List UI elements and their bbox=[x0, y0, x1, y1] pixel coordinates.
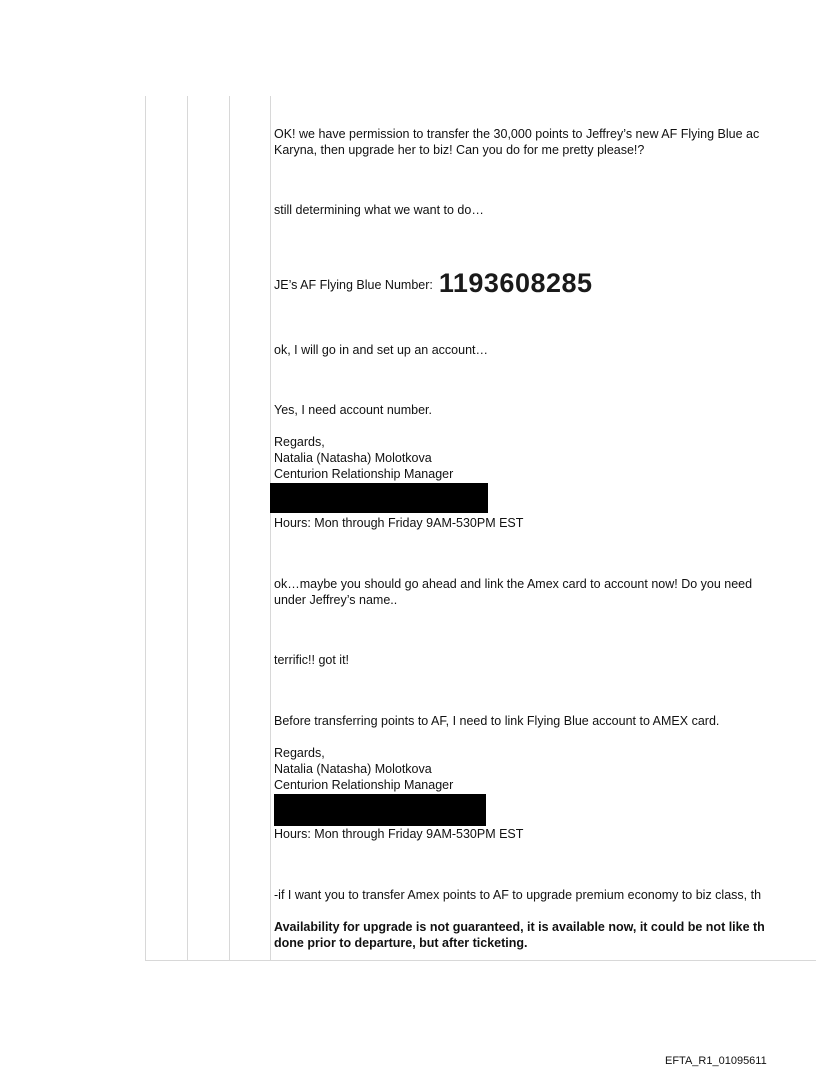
signature-regards: Regards, bbox=[274, 746, 325, 760]
signature-title: Centurion Relationship Manager bbox=[274, 467, 454, 481]
table-column-divider bbox=[229, 96, 230, 960]
table-border-bottom bbox=[145, 960, 816, 961]
signature-regards: Regards, bbox=[274, 435, 325, 449]
flying-blue-number: 1193608285 bbox=[438, 268, 593, 298]
flying-blue-number-line bbox=[274, 267, 593, 301]
signature-name: Natalia (Natasha) Molotkova bbox=[274, 762, 432, 776]
table-column-divider bbox=[187, 96, 188, 960]
message-text: terrific!! got it! bbox=[274, 653, 350, 667]
message-text: ok…maybe you should go ahead and link the Amex card to account now! Do you need bbox=[274, 577, 753, 591]
redaction-block bbox=[274, 794, 486, 826]
table-column-divider bbox=[270, 96, 271, 960]
document-id: EFTA_R1_01095611 bbox=[665, 1055, 767, 1067]
message-text: ok, I will go in and set up an account… bbox=[274, 343, 489, 357]
signature-hours: Hours: Mon through Friday 9AM-530PM EST bbox=[274, 827, 524, 841]
message-bold-text: done prior to departure, but after ticketing. bbox=[274, 936, 528, 950]
message-text: still determining what we want to do… bbox=[274, 203, 484, 217]
message-text: Yes, I need account number. bbox=[274, 403, 432, 417]
signature-hours: Hours: Mon through Friday 9AM-530PM EST bbox=[274, 516, 524, 530]
signature-title: Centurion Relationship Manager bbox=[274, 778, 454, 792]
message-bold-text: Availability for upgrade is not guaranteed, it is available now, it could be not like th bbox=[274, 920, 765, 934]
signature-name: Natalia (Natasha) Molotkova bbox=[274, 451, 432, 465]
table-border-left bbox=[145, 96, 146, 960]
message-text: OK! we have permission to transfer the 30,000 points to Jeffrey’s new AF Flying Blue ac bbox=[274, 127, 760, 141]
message-text: Before transferring points to AF, I need to link Flying Blue account to AMEX card. bbox=[274, 714, 720, 728]
message-text: Karyna, then upgrade her to biz! Can you do for me pretty please!? bbox=[274, 143, 645, 157]
flying-blue-number-label: JE’s AF Flying Blue Number: bbox=[274, 278, 433, 292]
message-text: -if I want you to transfer Amex points to AF to upgrade premium economy to biz class, th bbox=[274, 888, 762, 902]
message-text: under Jeffrey’s name.. bbox=[274, 593, 398, 607]
redaction-block bbox=[270, 483, 488, 513]
